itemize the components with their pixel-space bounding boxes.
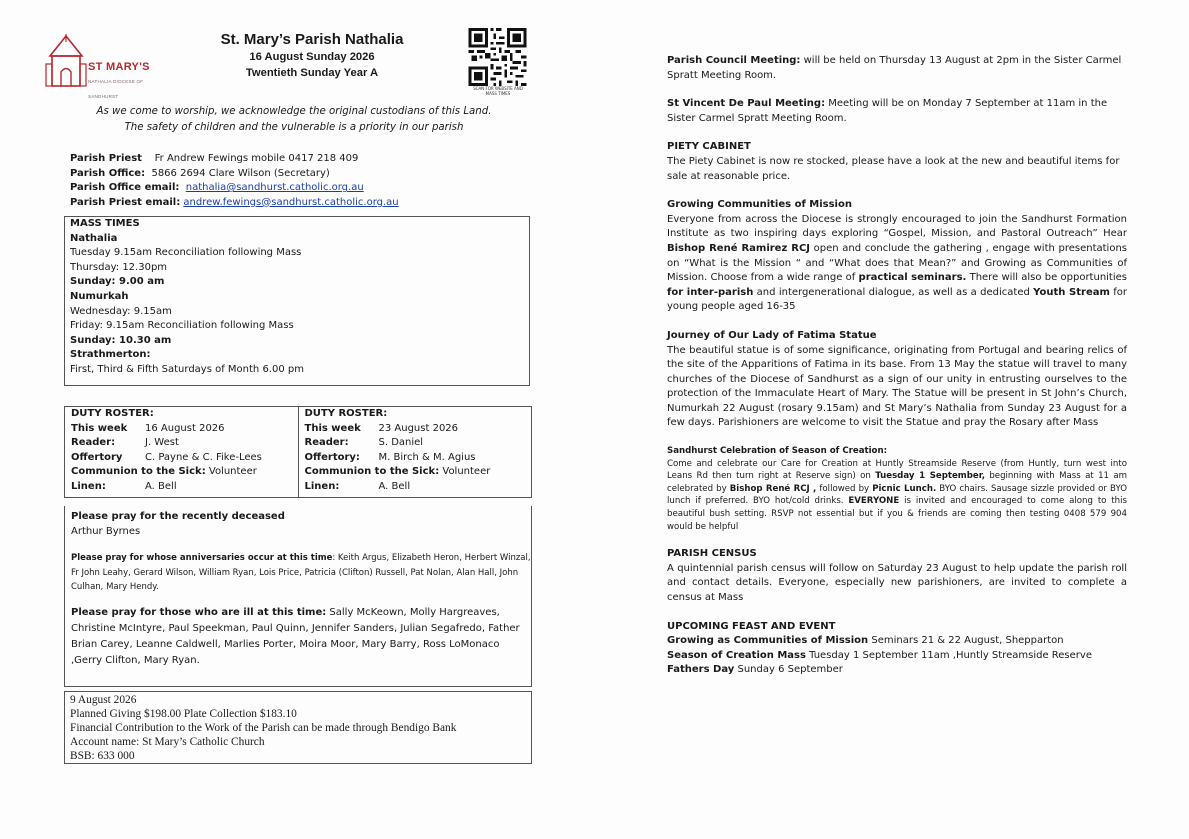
growing-text-2: open and conclude the gathering , engage with presentations on “What is the Mission “ and “What does that Mean?” and Growing as Communities of Mission. Choose from a wide range of xyxy=(667,242,1128,284)
priest-email-link[interactable]: andrew.fewings@sandhurst.catholic.org.au xyxy=(183,196,399,208)
acknowledgement xyxy=(44,104,544,136)
event-item xyxy=(667,634,1127,649)
office-email-label: Parish Office email: xyxy=(70,182,180,194)
deceased-heading: Please pray for the recently deceased xyxy=(71,511,285,522)
roster-linen-row xyxy=(305,480,532,495)
roster-linen-value: A. Bell xyxy=(145,480,177,492)
creation-text-2: beginning with Mass at 11 am celebrated by xyxy=(667,471,1128,494)
upcoming-section xyxy=(667,620,1127,678)
growing-section xyxy=(667,198,1127,315)
mass-times-box xyxy=(64,216,530,386)
growing-inter-parish: for inter-parish xyxy=(667,286,754,298)
roster-communion-label: Communion to the Sick: xyxy=(71,466,206,478)
ack-line-1: As we come to worship, we acknowledge the original custodians of this Land. xyxy=(96,106,492,117)
roster-week-1 xyxy=(65,407,298,497)
priest-label: Parish Priest xyxy=(70,153,142,164)
roster-week-label: This week xyxy=(304,422,361,434)
office-email-row xyxy=(70,181,534,196)
finance-account: Account name: St Mary’s Catholic Church xyxy=(70,736,265,748)
fatima-text: The beautiful statue is of some significance, originating from Portugal and bearing relics of the site of the Apparitions of Fatima in its base. From 13 May the statue will travel to many churches of the Diocese of Sandhurst as a sign of our unity in entrusting ourselves to the protection of the Immaculate Heart of Mary. The Statue will be present in St John’s Church, Numurkah 22 August (rosary 9.15am) and St Mary’s Nathalia from Sunday 23 August for a few days. Parishioners are welcome to visit the Statue and pray the Rosary after Mass xyxy=(667,344,1127,429)
growing-text-4: and intergenerational dialogue, as well as a dedicated xyxy=(753,286,1034,298)
creation-section xyxy=(667,445,1127,533)
roster-linen-row xyxy=(71,480,298,495)
creation-heading: Sandhurst Celebration of Season of Creation: xyxy=(667,446,888,457)
numurkah-friday: Friday: 9.15am Reconciliation following Mass xyxy=(70,320,294,332)
nathalia-thursday: Thursday: 12.30pm xyxy=(70,261,168,273)
creation-date: Tuesday 1 September, xyxy=(875,471,985,482)
roster-reader-value: J. West xyxy=(145,437,179,449)
prayer-intentions-box xyxy=(64,506,532,687)
event-text: Seminars 21 & 22 August, Shepparton xyxy=(868,635,1064,647)
office-email-link[interactable]: nathalia@sandhurst.catholic.org.au xyxy=(185,182,364,194)
roster-linen-value: A. Bell xyxy=(378,480,411,492)
roster-week-row xyxy=(71,422,298,437)
duty-roster-table xyxy=(64,406,532,498)
qr-caption: SCAN FOR WEBSITE AND MASS TIMES xyxy=(473,86,523,96)
fatima-section xyxy=(667,329,1127,431)
council-meeting xyxy=(667,54,1127,83)
creation-picnic: Picnic Lunch. xyxy=(872,483,937,494)
nathalia-sunday: Sunday: 9.00 am xyxy=(70,276,165,288)
roster-linen-label: Linen: xyxy=(71,480,106,492)
qr-code-icon xyxy=(467,28,528,86)
finance-giving: Planned Giving $198.00 Plate Collection $183.10 xyxy=(70,708,297,720)
creation-text-4: BYO chairs. Sausage sizzle provided or BYO lunch if preferred. BYO hot/cold drinks. xyxy=(667,483,1127,507)
priest-email-row xyxy=(70,196,534,211)
roster-week-label: This week xyxy=(71,422,128,434)
census-heading: PARISH CENSUS xyxy=(667,548,757,560)
finance-box xyxy=(64,691,532,764)
creation-text-5: is invited and encouraged to come along to this beautiful bush setting. RSVP not essential but if you & friends are coming then testing 0408 579 904 would be helpful xyxy=(667,496,1127,532)
piety-section xyxy=(667,140,1127,184)
event-item xyxy=(667,649,1127,664)
census-text: A quintennial parish census will follow on Saturday 23 August to help update the parish roll and contact details. Everyone, especially new parishioners, are invited to complete a census at Mass xyxy=(667,562,1127,603)
ack-line-2: The safety of children and the vulnerable is a priority in our parish xyxy=(124,122,464,133)
location-nathalia: Nathalia xyxy=(70,232,118,244)
deceased-names: Arthur Byrnes xyxy=(71,525,141,537)
event-label: Growing as Communities of Mission xyxy=(667,635,869,647)
location-strathmerton: Strathmerton: xyxy=(70,349,151,361)
roster-heading: DUTY ROSTER: xyxy=(304,408,388,419)
roster-week-value: 23 August 2026 xyxy=(378,422,459,434)
growing-youth-stream: Youth Stream xyxy=(1033,286,1110,298)
office-label: Parish Office: xyxy=(70,167,146,179)
roster-reader-row xyxy=(71,436,298,451)
anniversary-paragraph xyxy=(71,551,531,595)
growing-heading: Growing Communities of Mission xyxy=(667,199,852,211)
roster-reader-label: Reader: xyxy=(71,437,116,449)
strathmerton-saturday: First, Third & Fifth Saturdays of Month 6.00 pm xyxy=(70,363,304,375)
numurkah-wednesday: Wednesday: 9.15am xyxy=(70,305,172,317)
roster-week-2 xyxy=(298,407,532,497)
upcoming-heading: UPCOMING FEAST AND EVENT xyxy=(667,620,836,632)
finance-date: 9 August 2026 xyxy=(70,694,137,706)
logo-subtitle: NATHALIA DIOCESE OF SANDHURST xyxy=(88,79,144,99)
roster-offertory-value: M. Birch & M. Agius xyxy=(378,451,476,463)
creation-text xyxy=(667,458,1127,534)
ill-heading: Please pray for those who are ill at this time: xyxy=(71,606,327,618)
priest-email-label: Parish Priest email: xyxy=(70,196,181,208)
census-section xyxy=(667,547,1127,605)
fatima-heading: Journey of Our Lady of Fatima Statue xyxy=(667,329,877,341)
numurkah-sunday: Sunday: 10.30 am xyxy=(70,334,172,346)
piety-text: The Piety Cabinet is now re stocked, please have a look at the new and beautiful items for sale at reasonable price. xyxy=(667,155,1120,182)
growing-text-5: for young people aged 16-35 xyxy=(667,286,1127,313)
anniversary-heading: Please pray for whose anniversaries occur at this time xyxy=(71,553,333,564)
roster-communion-row xyxy=(305,465,532,480)
council-text: will be held on Thursday 13 August at 2pm in the Sister Carmel Spratt Meeting Room. xyxy=(667,55,1122,81)
parish-title: St. Mary’s Parish Nathalia xyxy=(220,31,404,48)
growing-text-3: There will also be opportunities xyxy=(966,272,1127,284)
mass-times-heading: MASS TIMES xyxy=(70,218,140,229)
roster-offertory-row xyxy=(71,451,298,466)
event-label: Season of Creation Mass xyxy=(667,649,806,661)
roster-week-value: 16 August 2026 xyxy=(145,422,225,434)
church-icon xyxy=(44,34,88,90)
council-label: Parish Council Meeting: xyxy=(667,55,801,66)
bulletin-header xyxy=(174,30,450,81)
roster-communion-value: Volunteer xyxy=(442,466,491,478)
event-text: Tuesday 1 September 11am ,Huntly Streamside Reserve xyxy=(805,649,1092,661)
contact-details xyxy=(70,152,534,210)
roster-communion-label: Communion to the Sick: xyxy=(304,466,440,478)
roster-communion-row xyxy=(71,465,298,480)
roster-heading: DUTY ROSTER: xyxy=(71,408,154,419)
creation-bishop: Bishop René RCJ , xyxy=(729,483,817,494)
priest-row xyxy=(70,152,534,167)
bulletin-date: 16 August Sunday 2026 xyxy=(249,51,375,63)
office-row xyxy=(70,167,534,182)
right-column xyxy=(667,54,1127,692)
ill-names: Sally McKeown, Molly Hargreaves, Christine McIntyre, Paul Speekman, Paul Quinn, Jennifer Sanders, Julian Segafredo, Father Brian Carey, Leanne Caldwell, Marlies Porter, Moira Moor, Mary Barry, Ross LoMonaco ,Gerry Clifton, Mary Ryan. xyxy=(71,606,520,666)
roster-offertory-label: Offertory xyxy=(71,451,123,463)
growing-bishop: Bishop René Ramirez RCJ xyxy=(667,242,811,254)
roster-linen-label: Linen: xyxy=(304,480,340,492)
roster-offertory-label: Offertory: xyxy=(304,451,360,463)
finance-bsb: BSB: 633 000 xyxy=(70,750,135,762)
event-label: Fathers Day xyxy=(667,664,735,676)
creation-text-3: followed by xyxy=(816,483,873,494)
roster-communion-value: Volunteer xyxy=(208,466,257,478)
growing-practical: practical seminars. xyxy=(858,272,967,284)
roster-reader-value: S. Daniel xyxy=(378,437,424,449)
priest-value: Fr Andrew Fewings mobile 0417 218 409 xyxy=(154,153,359,164)
logo-wordmark: ST MARY'S xyxy=(88,61,150,73)
roster-offertory-row xyxy=(305,451,532,466)
svdp-meeting xyxy=(667,97,1127,126)
svdp-text: Meeting will be on Monday 7 September at 11am in the Sister Carmel Spratt Meeting Room. xyxy=(667,98,1108,124)
roster-reader-label: Reader: xyxy=(304,437,349,449)
parish-logo xyxy=(44,34,169,99)
piety-heading: PIETY CABINET xyxy=(667,141,751,153)
event-item xyxy=(667,663,1127,678)
roster-week-row xyxy=(305,422,532,437)
creation-text-1: Come and celebrate our Care for Creation at Huntly Streamside Reserve (from Huntly, turn west into Leans Rd then turn right at Reserve sign) on xyxy=(667,458,1127,482)
liturgical-sunday: Twentieth Sunday Year A xyxy=(245,67,379,79)
anniversary-names: : Keith Argus, Elizabeth Heron, Herbert Winzal, Fr John Leahy, Gerard Wilson, William Ryan, Lois Price, Patricia (Clifton) Russell, Pat Nolan, Alan Hall, John Culhan, Mary Hendy. xyxy=(71,553,531,593)
nathalia-tuesday: Tuesday 9.15am Reconciliation following Mass xyxy=(70,247,302,259)
growing-text xyxy=(667,213,1127,315)
creation-everyone: EVERYONE xyxy=(848,496,900,507)
office-value: 5866 2694 Clare Wilson (Secretary) xyxy=(151,167,330,179)
event-text: Sunday 6 September xyxy=(734,664,843,676)
growing-text-1: Everyone from across the Diocese is strongly encouraged to join the Sandhurst Formation Institute as two inspiring days exploring “Gospel, Mission, and Pastoral Outreach” Hear xyxy=(667,213,1127,240)
finance-contribution: Financial Contribution to the Work of the Parish can be made through Bendigo Bank xyxy=(70,722,457,734)
roster-reader-row xyxy=(305,436,532,451)
roster-offertory-value: C. Payne & C. Fike-Lees xyxy=(145,451,262,463)
ill-paragraph xyxy=(71,605,531,669)
svdp-label: St Vincent De Paul Meeting: xyxy=(667,98,826,110)
location-numurkah: Numurkah xyxy=(70,290,129,302)
